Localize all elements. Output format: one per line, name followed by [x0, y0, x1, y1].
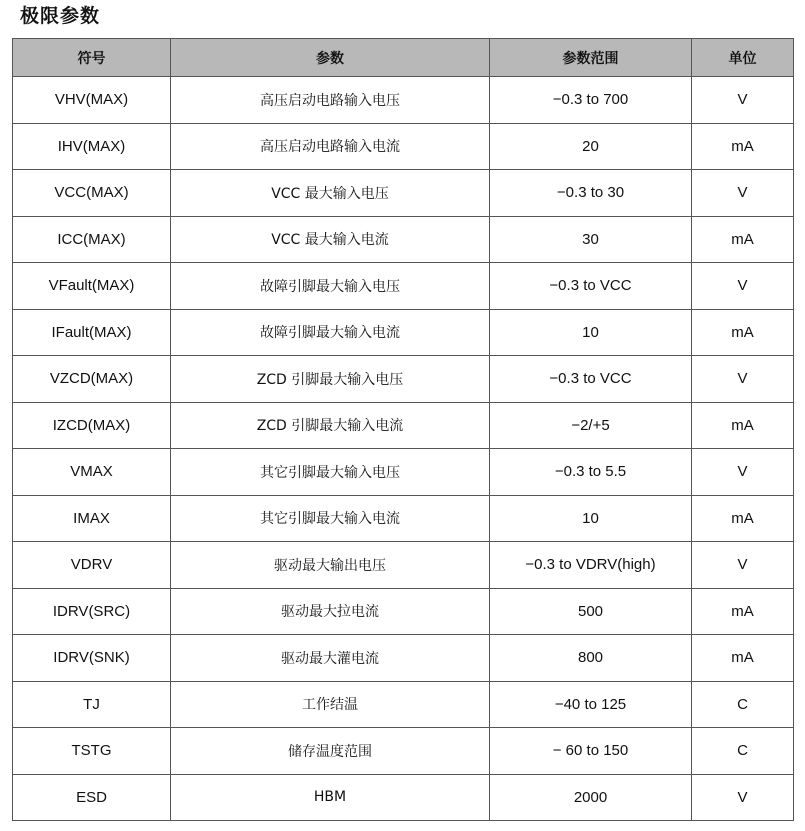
table-row: [13, 77, 794, 124]
cell-symbol: VDRV: [13, 542, 171, 589]
cell-range: −40 to 125: [490, 681, 692, 728]
table-row: [13, 681, 794, 728]
table-row: [13, 402, 794, 449]
cell-symbol: VHV(MAX): [13, 77, 171, 124]
table-row: [13, 356, 794, 403]
table-row: [13, 542, 794, 589]
cell-unit: V: [692, 77, 794, 124]
cell-unit: mA: [692, 402, 794, 449]
cell-range: 800: [490, 635, 692, 682]
cell-symbol: VZCD(MAX): [13, 356, 171, 403]
table-row: [13, 170, 794, 217]
cell-unit: V: [692, 170, 794, 217]
table-row: [13, 728, 794, 775]
cell-symbol: IMAX: [13, 495, 171, 542]
cell-unit: mA: [692, 216, 794, 263]
cell-unit: mA: [692, 635, 794, 682]
cell-unit: V: [692, 542, 794, 589]
cell-unit: V: [692, 449, 794, 496]
cell-unit: mA: [692, 309, 794, 356]
cell-symbol: VFault(MAX): [13, 263, 171, 310]
cell-parameter: HBM: [171, 774, 490, 821]
table-row: [13, 309, 794, 356]
cell-range: −0.3 to VCC: [490, 356, 692, 403]
cell-unit: mA: [692, 123, 794, 170]
cell-parameter: 驱动最大拉电流: [171, 588, 490, 635]
table-row: [13, 635, 794, 682]
cell-range: −0.3 to VDRV(high): [490, 542, 692, 589]
cell-symbol: IHV(MAX): [13, 123, 171, 170]
cell-symbol: VMAX: [13, 449, 171, 496]
cell-range: −0.3 to 30: [490, 170, 692, 217]
cell-range: − 60 to 150: [490, 728, 692, 775]
cell-symbol: TJ: [13, 681, 171, 728]
cell-parameter: VCC 最大输入电压: [171, 170, 490, 217]
cell-unit: mA: [692, 495, 794, 542]
cell-parameter: 其它引脚最大输入电压: [171, 449, 490, 496]
cell-unit: V: [692, 356, 794, 403]
cell-range: 10: [490, 309, 692, 356]
cell-range: −0.3 to 700: [490, 77, 692, 124]
cell-parameter: 高压启动电路输入电压: [171, 77, 490, 124]
cell-symbol: TSTG: [13, 728, 171, 775]
cell-range: 20: [490, 123, 692, 170]
cell-range: −0.3 to 5.5: [490, 449, 692, 496]
cell-range: 30: [490, 216, 692, 263]
cell-unit: C: [692, 728, 794, 775]
cell-unit: C: [692, 681, 794, 728]
cell-symbol: ESD: [13, 774, 171, 821]
cell-symbol: VCC(MAX): [13, 170, 171, 217]
cell-symbol: IFault(MAX): [13, 309, 171, 356]
cell-parameter: 储存温度范围: [171, 728, 490, 775]
header-parameter: 参数: [171, 39, 490, 77]
table-body: [13, 77, 794, 821]
table-row: [13, 449, 794, 496]
cell-unit: V: [692, 774, 794, 821]
header-range: 参数范围: [490, 39, 692, 77]
cell-range: −2/+5: [490, 402, 692, 449]
cell-parameter: 故障引脚最大输入电流: [171, 309, 490, 356]
table-header-row: [13, 39, 794, 77]
cell-symbol: IDRV(SNK): [13, 635, 171, 682]
table-row: [13, 495, 794, 542]
cell-parameter: 工作结温: [171, 681, 490, 728]
cell-parameter: ZCD 引脚最大输入电流: [171, 402, 490, 449]
cell-symbol: IZCD(MAX): [13, 402, 171, 449]
header-unit: 单位: [692, 39, 794, 77]
cell-parameter: 故障引脚最大输入电压: [171, 263, 490, 310]
cell-symbol: IDRV(SRC): [13, 588, 171, 635]
table-row: [13, 588, 794, 635]
cell-symbol: ICC(MAX): [13, 216, 171, 263]
cell-parameter: VCC 最大输入电流: [171, 216, 490, 263]
cell-parameter: 高压启动电路输入电流: [171, 123, 490, 170]
table-row: [13, 123, 794, 170]
table-row: [13, 216, 794, 263]
cell-range: 10: [490, 495, 692, 542]
cell-range: 2000: [490, 774, 692, 821]
cell-unit: V: [692, 263, 794, 310]
section-title: 极限参数: [20, 5, 101, 27]
cell-range: 500: [490, 588, 692, 635]
cell-range: −0.3 to VCC: [490, 263, 692, 310]
table-row: [13, 774, 794, 821]
cell-unit: mA: [692, 588, 794, 635]
cell-parameter: 其它引脚最大输入电流: [171, 495, 490, 542]
limit-parameters-table: [12, 38, 794, 821]
cell-parameter: 驱动最大灌电流: [171, 635, 490, 682]
cell-parameter: 驱动最大输出电压: [171, 542, 490, 589]
table-row: [13, 263, 794, 310]
cell-parameter: ZCD 引脚最大输入电压: [171, 356, 490, 403]
header-symbol: 符号: [13, 39, 171, 77]
